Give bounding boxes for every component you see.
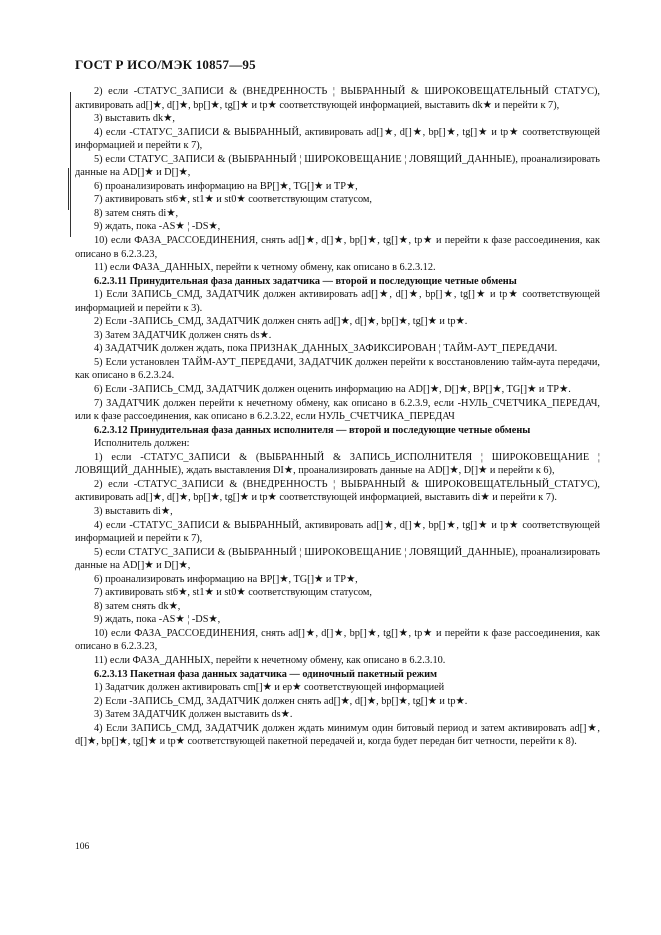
list-item: 6) проанализировать информацию на BP[]★, TG[]★ и TP★, <box>94 180 358 192</box>
list-item: 2) Если -ЗАПИСЬ_СМД, ЗАДАТЧИК должен снять ad[]★, d[]★, bp[]★, tg[]★ и tp★. <box>94 695 468 707</box>
list-item: 11) если ФАЗА_ДАННЫХ, перейти к четному обмену, как описано в 6.2.3.12. <box>94 262 436 274</box>
list-item: 5) Если установлен ТАЙМ-АУТ_ПЕРЕДАЧИ, ЗАДАТЧИК должен перейти к восстановлению тайм-аута передачи, как описано в 6.2.3.24. <box>75 356 600 382</box>
list-item: 11) если ФАЗА_ДАННЫХ, перейти к нечетному обмену, как описано в 6.2.3.10. <box>94 654 446 666</box>
list-item: 3) выставить di★, <box>94 505 173 517</box>
list-item: 5) если СТАТУС_ЗАПИСИ & (ВЫБРАННЫЙ ¦ ШИРОКОВЕЩАНИЕ ¦ ЛОВЯЩИЙ_ДАННЫЕ), проанализировать данные на AD[]★ и D[]★, <box>75 546 600 572</box>
list-item: 3) Затем ЗАДАТЧИК должен снять ds★. <box>94 329 272 341</box>
revision-bar <box>70 92 71 237</box>
list-item: 2) если -СТАТУС_ЗАПИСИ & (ВНЕДРЕННОСТЬ ¦ ВЫБРАННЫЙ & ШИРОКОВЕЩАТЕЛЬНЫЙ СТАТУС), активировать ad[]★, d[]★, bp[]★, tg[]★ и tp★ соответствующей информацией, выставить dk★ и перейти к 7), <box>75 86 600 111</box>
list-item: 2) Если -ЗАПИСЬ_СМД, ЗАДАТЧИК должен снять ad[]★, d[]★, bp[]★, tg[]★ и tp★. <box>94 316 468 328</box>
list-item: 9) ждать, пока -AS★ ¦ -DS★, <box>94 614 221 626</box>
revision-bar <box>68 168 69 210</box>
list-item: 4) Если ЗАПИСЬ_СМД, ЗАДАТЧИК должен ждать минимум один битовый период и затем активировать ad[]★, d[]★, bp[]★, tg[]★ и tp★ соответствующей пакетной передачей и, когда будет передан бит четности, перейти к 8). <box>75 722 600 748</box>
page-number: 106 <box>75 842 90 852</box>
section-heading: 6.2.3.13 Пакетная фаза данных задатчика — одиночный пакетный режим <box>94 668 438 680</box>
list-item: 2) если -СТАТУС_ЗАПИСИ & (ВНЕДРЕННОСТЬ ¦ ВЫБРАННЫЙ & ШИРОКОВЕЩАТЕЛЬНЫЙ_СТАТУС), активировать ad[]★, d[]★, bp[]★, tg[]★ и tp★ соответствующей информацией, выставить di★ и перейти к 7). <box>75 478 600 504</box>
list-item: 7) активировать st6★, st1★ и st0★ соответствующим статусом, <box>94 194 372 206</box>
list-item: 7) активировать st6★, st1★ и st0★ соответствующим статусом, <box>94 587 372 599</box>
page-header: ГОСТ Р ИСО/МЭК 10857—95 <box>75 57 256 72</box>
list-item: 3) Затем ЗАДАТЧИК должен выставить ds★. <box>94 709 293 721</box>
list-item: 4) если -СТАТУС_ЗАПИСИ & ВЫБРАННЫЙ, активировать ad[]★, d[]★, bp[]★, tg[]★ и tp★ соответствующей информацией и перейти к 7), <box>75 126 600 152</box>
list-item: 4) ЗАДАТЧИК должен ждать, пока ПРИЗНАК_ДАННЫХ_ЗАФИКСИРОВАН ¦ ТАЙМ-АУТ_ПЕРЕДАЧИ. <box>94 343 558 355</box>
list-item: 8) затем снять dk★, <box>94 600 181 612</box>
list-item: 10) если ФАЗА_РАССОЕДИНЕНИЯ, снять ad[]★, d[]★, bp[]★, tg[]★, tp★ и перейти к фазе рассоединения, как описано в 6.2.3.23, <box>75 235 600 260</box>
list-item: 6) проанализировать информацию на BP[]★, TG[]★ и TP★, <box>94 573 358 585</box>
list-item: 4) если -СТАТУС_ЗАПИСИ & ВЫБРАННЫЙ, активировать ad[]★, d[]★, bp[]★, tg[]★ и tp★ соответствующей информацией и перейти к 7), <box>75 519 600 545</box>
list-item: 7) ЗАДАТЧИК должен перейти к нечетному обмену, как описано в 6.2.3.9, если -НУЛЬ_СЧЕТЧИКА_ПЕРЕДАЧ, или к фазе рассоединения, как описано в 6.2.3.22, если НУЛЬ_СЧЕТЧИКА_ПЕРЕДАЧ <box>75 397 600 423</box>
list-item: 1) Задатчик должен активировать cm[]★ и ep★ соответствующей информацией <box>94 682 445 694</box>
document-body <box>75 85 600 749</box>
list-item: 5) если СТАТУС_ЗАПИСИ & (ВЫБРАННЫЙ ¦ ШИРОКОВЕЩАНИЕ ¦ ЛОВЯЩИЙ_ДАННЫЕ), проанализировать данные на AD[]★ и D[]★, <box>75 153 600 179</box>
list-item: 10) если ФАЗА_РАССОЕДИНЕНИЯ, снять ad[]★, d[]★, bp[]★, tg[]★, tp★ и перейти к фазе рассоединения, как описано в 6.2.3.23, <box>75 627 600 653</box>
list-item: 1) Если ЗАПИСЬ_СМД, ЗАДАТЧИК должен активировать ad[]★, d[]★, bp[]★, tg[]★ и tp★ соответствующей информацией и перейти к 3). <box>75 289 600 314</box>
list-item: 9) ждать, пока -AS★ ¦ -DS★, <box>94 221 221 233</box>
list-item: Исполнитель должен: <box>94 438 190 450</box>
list-item: 8) затем снять di★, <box>94 207 179 219</box>
section-heading: 6.2.3.12 Принудительная фаза данных исполнителя — второй и последующие четные обмены <box>94 424 531 436</box>
list-item: 3) выставить dk★, <box>94 113 175 125</box>
list-item: 1) если -СТАТУС_ЗАПИСИ & (ВЫБРАННЫЙ & ЗАПИСЬ_ИСПОЛНИТЕЛЯ ¦ ШИРОКОВЕЩАНИЕ ¦ ЛОВЯЩИЙ_ДАННЫЕ), ждать выставления DI★, проанализировать данные на AD[]★, D[]★ и перейти к 6), <box>75 451 600 477</box>
list-item: 6) Если -ЗАПИСЬ_СМД, ЗАДАТЧИК должен оценить информацию на AD[]★, D[]★, BP[]★, TG[]★ и TP★. <box>94 384 571 396</box>
section-heading: 6.2.3.11 Принудительная фаза данных задатчика — второй и последующие четные обмены <box>94 275 517 287</box>
